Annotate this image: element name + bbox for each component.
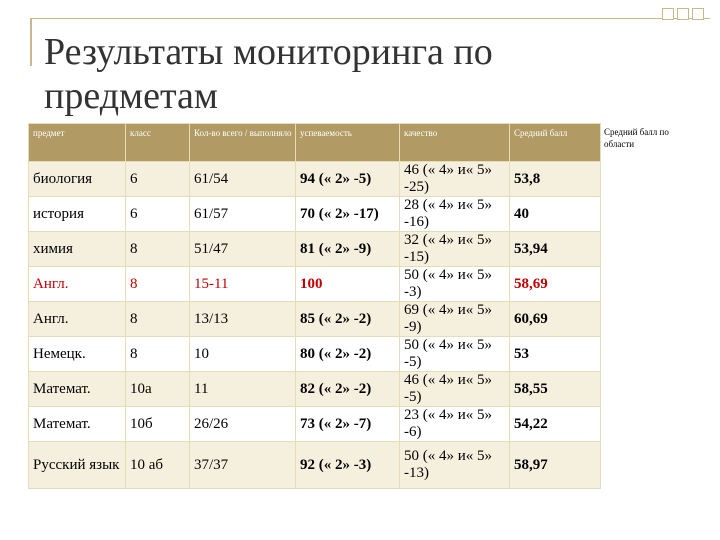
cell-count: 37/37 [190, 442, 296, 489]
cell-quality: 50 (« 4» и« 5» -5) [400, 337, 510, 372]
cell-average: 53 [510, 337, 601, 372]
cell-subject: Математ. [29, 407, 126, 442]
cell-subject: история [29, 197, 126, 232]
header-success: успеваемость [296, 124, 400, 162]
cell-success: 85 (« 2» -2) [296, 302, 400, 337]
cell-success: 100 [296, 267, 400, 302]
table-header-row [29, 124, 601, 162]
cell-success: 94 (« 2» -5) [296, 162, 400, 197]
cell-average: 53,94 [510, 232, 601, 267]
cell-class: 8 [126, 232, 190, 267]
cell-class: 6 [126, 162, 190, 197]
cell-quality: 50 (« 4» и« 5» -3) [400, 267, 510, 302]
table-row [29, 267, 601, 302]
cell-average: 58,55 [510, 372, 601, 407]
cell-quality: 69 (« 4» и« 5» -9) [400, 302, 510, 337]
cell-count: 26/26 [190, 407, 296, 442]
cell-average: 54,22 [510, 407, 601, 442]
decor-square-icon [692, 8, 704, 20]
cell-success: 82 (« 2» -2) [296, 372, 400, 407]
table-row [29, 337, 601, 372]
header-region-average: Средний балл по области [604, 127, 669, 149]
cell-average: 58,97 [510, 442, 601, 489]
cell-average: 53,8 [510, 162, 601, 197]
cell-count: 61/57 [190, 197, 296, 232]
cell-class: 8 [126, 302, 190, 337]
cell-subject: Немецк. [29, 337, 126, 372]
header-count: Кол-во всего / выполняло [190, 124, 296, 162]
cell-success: 92 (« 2» -3) [296, 442, 400, 489]
cell-count: 13/13 [190, 302, 296, 337]
cell-success: 73 (« 2» -7) [296, 407, 400, 442]
cell-success: 70 (« 2» -17) [296, 197, 400, 232]
cell-subject: химия [29, 232, 126, 267]
cell-count: 15-11 [190, 267, 296, 302]
cell-success: 80 (« 2» -2) [296, 337, 400, 372]
table-row [29, 302, 601, 337]
cell-class: 10а [126, 372, 190, 407]
cell-count: 10 [190, 337, 296, 372]
cell-average: 60,69 [510, 302, 601, 337]
cell-quality: 28 (« 4» и« 5» -16) [400, 197, 510, 232]
decor-square-icon [677, 8, 689, 20]
table-row [29, 197, 601, 232]
table-row [29, 162, 601, 197]
cell-class: 8 [126, 267, 190, 302]
cell-class: 8 [126, 337, 190, 372]
cell-success: 81 (« 2» -9) [296, 232, 400, 267]
cell-subject: биология [29, 162, 126, 197]
cell-subject: Математ. [29, 372, 126, 407]
results-table [28, 123, 601, 489]
cell-class: 10 аб [126, 442, 190, 489]
cell-quality: 46 (« 4» и« 5» -5) [400, 372, 510, 407]
header-subject: предмет [29, 124, 126, 162]
cell-class: 6 [126, 197, 190, 232]
cell-count: 11 [190, 372, 296, 407]
cell-quality: 32 (« 4» и« 5» -15) [400, 232, 510, 267]
decor-left-line [30, 18, 32, 66]
slide-title: Результаты мониторинга по предметам [44, 31, 493, 117]
header-quality: качество [400, 124, 510, 162]
header-average: Средний балл [510, 124, 601, 162]
cell-class: 10б [126, 407, 190, 442]
cell-average: 40 [510, 197, 601, 232]
cell-quality: 46 (« 4» и« 5» -25) [400, 162, 510, 197]
table-row [29, 407, 601, 442]
decor-square-icon [662, 8, 674, 20]
header-class: класс [126, 124, 190, 162]
cell-count: 51/47 [190, 232, 296, 267]
cell-subject: Русский язык [29, 442, 126, 489]
decor-top-line [30, 18, 710, 19]
cell-subject: Англ. [29, 302, 126, 337]
cell-quality: 23 (« 4» и« 5» -6) [400, 407, 510, 442]
table-row [29, 442, 601, 489]
cell-quality: 50 (« 4» и« 5» -13) [400, 442, 510, 489]
table-row [29, 232, 601, 267]
cell-average: 58,69 [510, 267, 601, 302]
cell-count: 61/54 [190, 162, 296, 197]
table-row [29, 372, 601, 407]
cell-subject: Англ. [29, 267, 126, 302]
